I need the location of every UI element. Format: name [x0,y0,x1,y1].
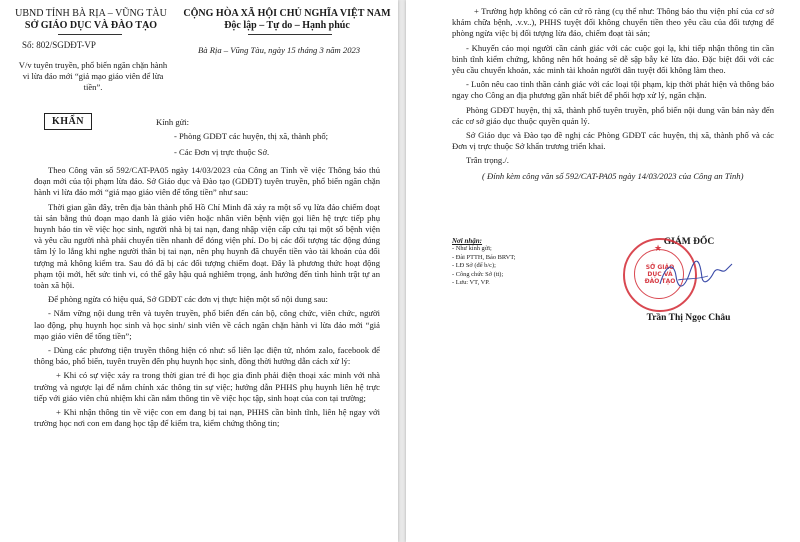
noi-nhan-title: Nơi nhận: [452,237,483,245]
paragraph: + Khi nhận thông tin về việc con em đang bị tai nạn, PHHS cần bình tĩnh, liên hệ ngay với trường học nơi con em đang học tập để kiểm tra, kiểm chứng thông tin; [34,407,380,429]
nation-title: CỘNG HÒA XÃ HỘI CHỦ NGHĨA VIỆT NAM [183,8,391,19]
attachment-note: ( Đính kèm công văn số 592/CAT-PA05 ngày 14/03/2023 của Công an Tỉnh) [482,170,744,181]
signature-icon [656,250,736,300]
recipient-1: - Phòng GDĐT các huyện, thị xã, thành phố; [174,131,329,141]
paragraph: - Luôn nêu cao tinh thần cảnh giác với các loại tội phạm, kịp thời phát hiện và thông báo ngay cho Công an địa phương gần nhất biết để phối hợp xử lý, ngăn chặn. [452,79,774,101]
signer-title: GIÁM ĐỐC [663,237,715,247]
paragraph: + Khi có sự việc xảy ra trong thời gian trẻ đi học gia đình phải điện thoại xác minh với nhà trường và ngược lại để nắm chính xác thông tin sự việc; hướng dẫn PHHS phụ huynh liên hệ trực tiếp với giáo viên chủ nhiệm khi cần nắm thông tin về việc học tập, sinh hoạt của con tại trường; [34,370,380,403]
agency-line-2: SỞ GIÁO DỤC VÀ ĐÀO TẠO [24,20,158,31]
paragraph: Sở Giáo dục và Đào tạo đề nghị các Phòng GDĐT các huyện, thị xã, thành phố và các Đơn vị trực thuộc Sở khẩn trương triển khai. [452,130,774,152]
place-date: Bà Rịa – Vũng Tàu, ngày 15 tháng 3 năm 2023 [198,45,361,55]
recipients-list [452,237,582,287]
body-text-continued [452,6,774,182]
star-icon: ★ [654,243,663,253]
urgent-stamp: KHẨN [44,113,92,130]
paragraph: + Trường hợp không có căn cứ rõ ràng (cụ thể như: Thông báo thu viện phí của cơ sở khám chữa bệnh, .v.v..), PHHS tuyệt đối không chuyển tiền theo yêu cầu của đối tượng để phòng ngừa việc bị đối tượng lừa đảo, chiếm đoạt tài sản; [452,6,774,39]
national-motto: Độc lập – Tự do – Hạnh phúc [224,20,350,31]
paragraph: Để phòng ngừa có hiệu quả, Sở GDĐT các đơn vị thực hiện một số nội dung sau: [48,294,328,305]
list-item: - LĐ Sở (để b/c); [452,262,496,270]
closing: Trân trọng./. [466,155,509,166]
list-item: - Lưu: VT, VP. [452,279,490,287]
national-header [176,8,398,32]
list-item: - Đài PTTH, Báo BRVT; [452,253,516,261]
recipient-2: - Các Đơn vị trực thuộc Sở. [174,147,270,157]
document-page-1 [0,0,398,542]
agency-header [6,8,176,32]
document-page-2 [406,0,800,542]
signer-name: Trần Thị Ngọc Châu [646,313,731,323]
paragraph: - Dùng các phương tiện truyền thông hiện có như: sổ liên lạc điện tử, nhóm zalo, facebook để thông báo, phổ biến, tuyên truyền đến phụ huynh học sinh, đồng thời hướng dẫn cách xử lý: [34,345,380,367]
paragraph: Thời gian gần đây, trên địa bàn thành phố Hồ Chí Minh đã xảy ra một số vụ lừa đảo chiếm đoạt tài sản bằng thủ đoạn mạo danh là giáo viên hoặc nhân viên bệnh viện gọi liên hệ trực tiếp phụ huynh báo tin về việc học sinh, người nhà bị tai nạn, đang nhập viện cấp cứu tại một số bệnh viện và yêu cầu người nhà phải chuyển tiền nhanh để đóng viện phí. Do bị các đối tượng tác động đúng tâm lý lo lắng khi nghe người thân bị tai nạn, nên phụ huynh đã chuyển tiền vào tài khoản của đối tượng mà không kiểm tra. Sau đó đã bị các đối tượng chiếm đoạt. Đây là phương thức hoạt động phạm tội mới, hết sức tinh vi, có thể gây hậu quả nghiêm trọng, ảnh hưởng đến tình hình trật tự an toàn xã hội. [34,201,380,291]
agency-line-1: UBND TỈNH BÀ RỊA – VŨNG TÀU [15,8,167,19]
paragraph: - Khuyến cáo mọi người cần cảnh giác với các cuộc gọi lạ, khi tiếp nhận thông tin cần bình tĩnh kiểm chứng, không nên hốt hoảng sẽ dễ sập bẫy kẻ lừa đảo. Đặc biệt đối với các yêu cầu chuyển khoản, xác minh tài khoản người dân tuyệt đối không làm theo. [452,42,774,76]
subject: V/v tuyên truyền, phổ biến ngăn chặn hành vi lừa đảo mới “giả mạo giáo viên để lừa tiền”. [18,60,168,92]
agency-underline [58,34,122,35]
paragraph: Phòng GDĐT huyện, thị xã, thành phố tuyên truyền, phổ biến nội dung văn bản này đến các cơ sở giáo dục thuộc quyền quản lý. [452,104,774,126]
list-item: - Như kính gửi; [452,245,492,253]
paragraph: Theo Công văn số 592/CAT-PA05 ngày 14/03/2023 của Công an Tỉnh về việc Thông báo thủ đoạn mới của tội phạm lừa đảo. Sở Giáo dục và Đào tạo (GDĐT) tuyên truyền, phổ biến ngăn chặn hành vi lừa đảo mới “giả mạo giáo viên để tống tiền” như sau: [34,165,380,198]
paragraph: - Nắm vững nội dung trên và tuyên truyền, phổ biến đến cán bộ, công chức, viên chức, người lao động, phụ huynh học sinh và học sinh/ sinh viên về cách ngăn chặn hành vi lừa đảo mới “giả mạo giáo viên để tống tiền”; [34,308,380,341]
list-item: - Công chức Sở (tt); [452,270,504,278]
motto-underline [248,34,332,35]
greeting: Kính gửi: [156,117,190,127]
body-text [34,165,380,429]
seal-text: SỞ GIÁO DỤC VÀ ĐÀO TẠO [644,264,676,285]
doc-number: Số: 802/SGDĐT-VP [22,40,96,50]
